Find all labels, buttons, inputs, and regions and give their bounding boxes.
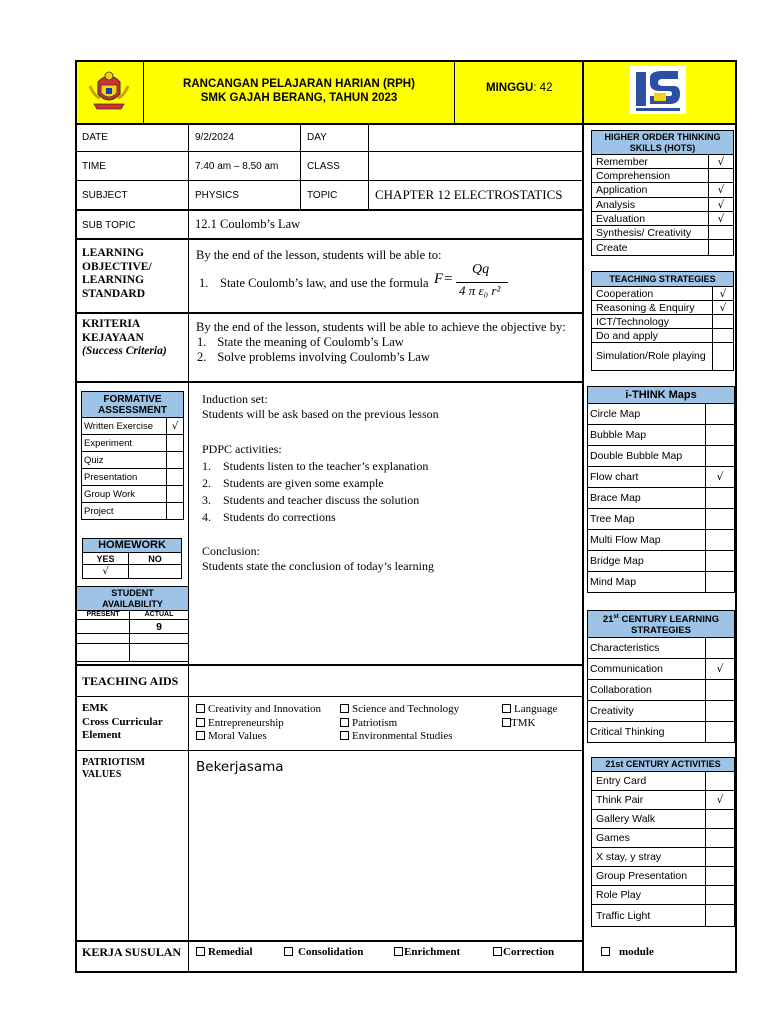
ithink-row: Multi Flow Map (588, 530, 735, 551)
strategies-row: Cooperation √ (592, 287, 734, 301)
emk-option[interactable]: Patriotism (340, 717, 459, 731)
criteria-label: KRITERIA KEJAYAAN (Success Criteria) (82, 318, 167, 357)
c21-strategies-row: Critical Thinking (588, 722, 735, 743)
c21-strategies-row: Characteristics (588, 638, 735, 659)
emk-option[interactable]: TMK (502, 717, 557, 731)
header-title-line1: RANCANGAN PELAJARAN HARIAN (RPH) (183, 78, 415, 90)
time-label: TIME (82, 161, 106, 172)
homework-yes-label: YES (83, 553, 129, 565)
checkbox-icon (502, 718, 511, 727)
hots-row: Synthesis/ Creativity (592, 226, 734, 240)
strategies-row: Do and apply (592, 329, 734, 343)
checkbox-icon (493, 947, 502, 956)
kerja-susulan-label: KERJA SUSULAN (82, 945, 182, 959)
time-value: 7.40 am – 8.50 am (195, 161, 279, 172)
strategies-row: ICT/Technology (592, 315, 734, 329)
correction-option[interactable]: Correction (493, 946, 554, 958)
ithink-row: Brace Map (588, 488, 735, 509)
formative-row: Quiz (82, 452, 184, 469)
pdpc-item: 2. Students are given some example (202, 476, 384, 490)
induction-text: Students will be ask based on the previous lesson (202, 407, 439, 421)
strategies-title: TEACHING STRATEGIES (592, 272, 734, 287)
week-field (486, 82, 552, 94)
pdpc-item: 1. Students listen to the teacher’s explanation (202, 459, 429, 473)
emk-option[interactable]: Environmental Studies (340, 730, 459, 744)
checkbox-icon (502, 704, 511, 713)
c21-activities-row: Games (592, 829, 735, 848)
actual-value: 9 (130, 620, 189, 634)
checkbox-icon (394, 947, 403, 956)
student-availability-table (76, 586, 189, 662)
date-label: DATE (82, 132, 108, 143)
ithink-row: Double Bubble Map (588, 446, 735, 467)
subtopic-label: SUB TOPIC (82, 220, 136, 231)
formative-row: Project (82, 503, 184, 520)
formative-row: Presentation (82, 469, 184, 486)
ithink-row: Mind Map (588, 572, 735, 593)
topic-label: TOPIC (307, 190, 338, 201)
school-crest-logo (86, 66, 132, 112)
header-title-line2: SMK GAJAH BERANG, TAHUN 2023 (200, 92, 398, 104)
criteria-item: 2. Solve problems involving Coulomb’s Law (197, 350, 430, 364)
date-value: 9/2/2024 (195, 132, 234, 143)
subject-value: PHYSICS (195, 190, 239, 201)
homework-yes-value: √ (83, 565, 129, 579)
ithink-row: Bubble Map (588, 425, 735, 446)
checkbox-icon (340, 731, 349, 740)
week-value: : 42 (533, 82, 553, 94)
class-label: CLASS (307, 161, 340, 172)
week-label: MINGGU (486, 82, 534, 94)
coulomb-formula: F = Qq 4 π ε₀ r² (434, 262, 514, 302)
emk-label: EMK Cross Curricular Element (82, 702, 163, 741)
c21-strategies-table (587, 610, 735, 743)
checkbox-icon (340, 718, 349, 727)
emk-option[interactable]: Creativity and Innovation (196, 703, 321, 717)
day-label: DAY (307, 132, 327, 143)
objective-intro: By the end of the lesson, students will be able to: (196, 248, 442, 262)
ithink-row: Tree Map (588, 509, 735, 530)
criteria-item: 1. State the meaning of Coulomb’s Law (197, 335, 404, 349)
checkbox-icon (196, 731, 205, 740)
homework-title: HOMEWORK (83, 539, 182, 553)
c21-activities-row: Role Play (592, 886, 735, 905)
hots-row: Evaluation √ (592, 212, 734, 226)
teaching-strategies-table (591, 271, 734, 371)
objective-label: LEARNING OBJECTIVE/ LEARNING STANDARD (82, 247, 152, 300)
hots-table (591, 130, 734, 256)
formative-row: Group Work (82, 486, 184, 503)
ithink-row: Flow chart √ (588, 467, 735, 488)
induction-title: Induction set: (202, 392, 268, 406)
formative-row: Written Exercise √ (82, 418, 184, 435)
ithink-maps-table (587, 386, 735, 593)
emk-col-1 (196, 703, 321, 744)
c21-activities-row: Gallery Walk (592, 810, 735, 829)
criteria-list (197, 335, 430, 365)
conclusion-text: Students state the conclusion of today’s learning (202, 559, 434, 573)
conclusion-title: Conclusion: (202, 544, 261, 558)
homework-no-value (129, 565, 182, 579)
checkbox-icon (284, 947, 293, 956)
formative-title: FORMATIVE ASSESSMENT (82, 392, 184, 418)
homework-no-label: NO (129, 553, 182, 565)
patriotism-label: PATRIOTISM VALUES (82, 757, 145, 780)
c21-activities-row: Think Pair √ (592, 791, 735, 810)
emk-option[interactable]: Moral Values (196, 730, 321, 744)
emk-option[interactable]: Entrepreneurship (196, 717, 321, 731)
hots-title: HIGHER ORDER THINKING SKILLS (HOTS) (592, 131, 734, 155)
teaching-aids-label: TEACHING AIDS (82, 674, 179, 688)
actual-label: ACTUAL (130, 611, 189, 620)
emk-option[interactable]: Science and Technology (340, 703, 459, 717)
hots-row: Comprehension (592, 169, 734, 183)
ithink-row: Circle Map (588, 404, 735, 425)
emk-col-3 (502, 703, 557, 730)
strategies-row: Reasoning & Enquiry √ (592, 301, 734, 315)
formative-assessment-table (81, 391, 184, 520)
hots-row: Create (592, 240, 734, 256)
topic-value: CHAPTER 12 ELECTROSTATICS (375, 187, 563, 202)
subtopic-value: 12.1 Coulomb’s Law (195, 217, 301, 231)
ithink-row: Bridge Map (588, 551, 735, 572)
pdpc-title: PDPC activities: (202, 442, 282, 456)
hots-row: Analysis √ (592, 198, 734, 212)
c21-activities-row: Group Presentation (592, 867, 735, 886)
checkbox-icon (340, 704, 349, 713)
c21-strategies-row: Collaboration (588, 680, 735, 701)
c21-activities-row: X stay, y stray (592, 848, 735, 867)
module-option[interactable]: module (601, 946, 654, 958)
objective-item-text: State Coulomb’s law, and use the formula (220, 276, 429, 290)
checkbox-icon (601, 947, 610, 956)
present-value (77, 620, 130, 634)
pdpc-item: 3. Students and teacher discuss the solution (202, 493, 420, 507)
school-logo (630, 66, 686, 114)
criteria-intro: By the end of the lesson, students will be able to achieve the objective by: (196, 320, 566, 334)
homework-table (82, 538, 182, 579)
hots-row: Remember √ (592, 155, 734, 169)
present-label: PRESENT (77, 611, 130, 620)
c21-activities-title: 21st CENTURY ACTIVITIES (592, 758, 735, 772)
consolidation-option[interactable]: Consolidation (284, 946, 363, 958)
activities-section (202, 392, 439, 574)
c21-activities-row: Entry Card (592, 772, 735, 791)
c21-strategies-row: Creativity (588, 701, 735, 722)
c21-strategies-title: 21st CENTURY LEARNING STRATEGIES (588, 611, 735, 638)
formative-row: Experiment (82, 435, 184, 452)
pdpc-item: 4. Students do corrections (202, 510, 336, 524)
enrichment-option[interactable]: Enrichment (394, 946, 460, 958)
c21-activities-table (591, 757, 735, 927)
c21-activities-row: Traffic Light (592, 905, 735, 927)
emk-col-2 (340, 703, 459, 744)
remedial-option[interactable]: Remedial (196, 946, 253, 958)
checkbox-icon (196, 947, 205, 956)
subject-label: SUBJECT (82, 190, 128, 201)
hots-row: Application √ (592, 183, 734, 198)
emk-option[interactable]: Language (502, 703, 557, 717)
checkbox-icon (196, 704, 205, 713)
objective-item-num: 1. (199, 276, 209, 290)
checkbox-icon (196, 718, 205, 727)
patriotism-value: Bekerjasama (196, 759, 284, 775)
c21-strategies-row: Communication √ (588, 659, 735, 680)
strategies-row: Simulation/Role playing (592, 343, 734, 371)
availability-title: STUDENT AVAILABILITY (77, 587, 189, 611)
ithink-title: i-THINK Maps (588, 387, 735, 404)
